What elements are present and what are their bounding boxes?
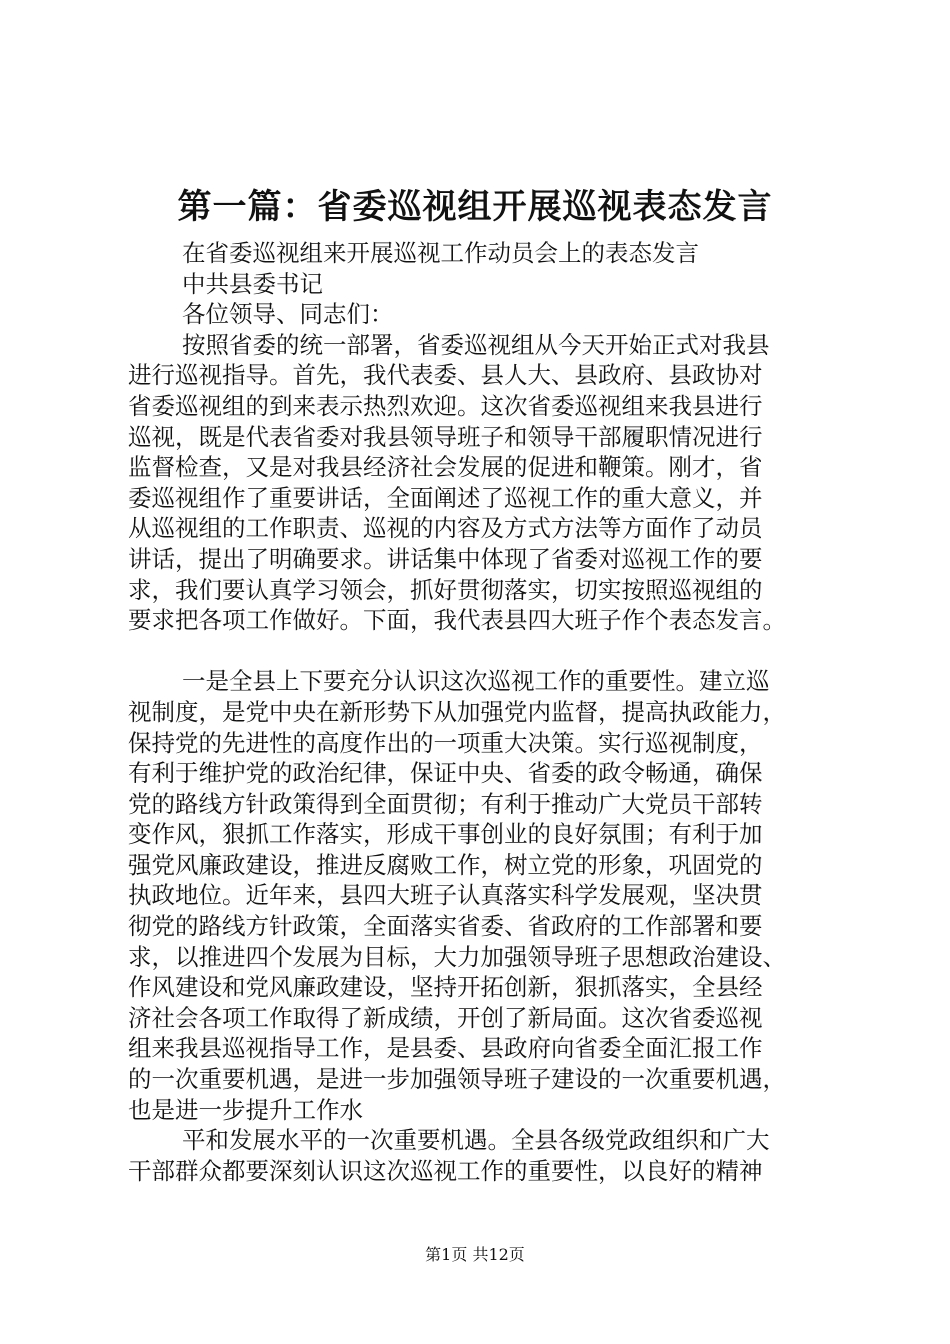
paragraph-gap bbox=[128, 636, 848, 667]
text-line: 按照省委的统一部署，省委巡视组从今天开始正式对我县 bbox=[182, 330, 770, 359]
text-line: 从巡视组的工作职责、巡视的内容及方式方法等方面作了动员 bbox=[128, 514, 763, 543]
text-line: 作风建设和党风廉政建设，坚持开拓创新，狠抓落实，全县经 bbox=[128, 973, 763, 1002]
text-line: 监督检查，又是对我县经济社会发展的促进和鞭策。刚才，省 bbox=[128, 453, 763, 482]
text-line: 一是全县上下要充分认识这次巡视工作的重要性。建立巡 bbox=[182, 667, 770, 696]
text-line: 干部群众都要深刻认识这次巡视工作的重要性，以良好的精神 bbox=[128, 1156, 763, 1185]
text-line: 保持党的先进性的高度作出的一项重大决策。实行巡视制度， bbox=[128, 728, 763, 757]
page-footer: 第1页 共12页 bbox=[425, 1245, 525, 1264]
text-line: 求，我们要认真学习领会，抓好贯彻落实，切实按照巡视组的 bbox=[128, 575, 763, 604]
text-line: 强党风廉政建设，推进反腐败工作，树立党的形象，巩固党的 bbox=[128, 850, 763, 879]
text-line: 济社会各项工作取得了新成绩，开创了新局面。这次省委巡视 bbox=[128, 1003, 763, 1032]
text-line: 委巡视组作了重要讲话，全面阐述了巡视工作的重大意义，并 bbox=[128, 483, 763, 512]
text-line: 组来我县巡视指导工作，是县委、县政府向省委全面汇报工作 bbox=[128, 1034, 763, 1063]
paragraph-2 bbox=[128, 666, 848, 1125]
text-line: 变作风，狠抓工作落实，形成干事创业的良好氛围；有利于加 bbox=[128, 820, 763, 849]
text-line: 讲话，提出了明确要求。讲话集中体现了省委对巡视工作的要 bbox=[128, 544, 763, 573]
text-line: 的一次重要机遇，是进一步加强领导班子建设的一次重要机遇， bbox=[128, 1065, 786, 1094]
text-line: 党的路线方针政策得到全面贯彻；有利于推动广大党员干部转 bbox=[128, 789, 763, 818]
speech-heading: 在省委巡视组来开展巡视工作动员会上的表态发言 bbox=[182, 239, 699, 267]
salutation: 各位领导、同志们： bbox=[182, 300, 394, 329]
text-line: 执政地位。近年来，县四大班子认真落实科学发展观，坚决贯 bbox=[128, 881, 763, 910]
text-line: 进行巡视指导。首先，我代表委、县人大、县政府、县政协对 bbox=[128, 361, 763, 390]
document-body bbox=[128, 238, 848, 1186]
text-line: 有利于维护党的政治纪律，保证中央、省委的政令畅通，确保 bbox=[128, 759, 763, 788]
paragraph-3 bbox=[128, 1125, 848, 1186]
text-line: 视制度，是党中央在新形势下从加强党内监督，提高执政能力， bbox=[128, 697, 786, 726]
paragraph-1 bbox=[128, 330, 848, 636]
text-line: 巡视，既是代表省委对我县领导班子和领导干部履职情况进行 bbox=[128, 422, 763, 451]
text-line: 彻党的路线方针政策，全面落实省委、省政府的工作部署和要 bbox=[128, 912, 763, 941]
text-line: 求，以推进四个发展为目标，大力加强领导班子思想政治建设、 bbox=[128, 942, 786, 971]
text-line: 也是进一步提升工作水 bbox=[128, 1095, 363, 1124]
document-title: 第一篇：省委巡视组开展巡视表态发言 bbox=[177, 187, 773, 227]
text-line: 要求把各项工作做好。下面，我代表县四大班子作个表态发言。 bbox=[128, 606, 786, 635]
text-line: 省委巡视组的到来表示热烈欢迎。这次省委巡视组来我县进行 bbox=[128, 391, 763, 420]
text-line: 平和发展水平的一次重要机遇。全县各级党政组织和广大 bbox=[182, 1126, 770, 1155]
speaker-title: 中共县委书记 bbox=[182, 269, 323, 298]
